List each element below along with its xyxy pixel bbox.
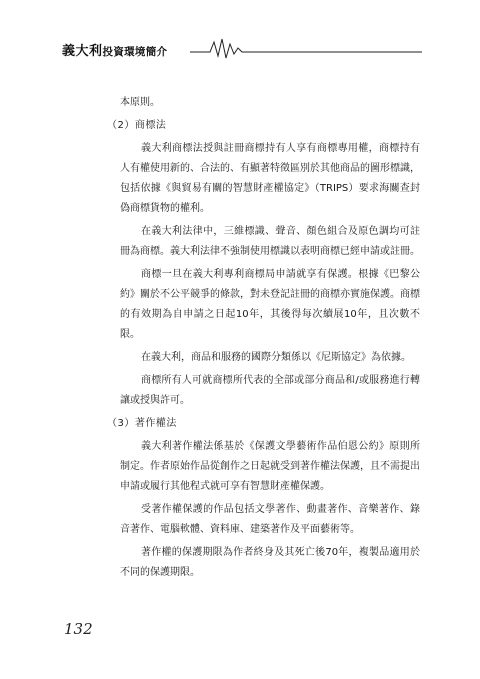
header-title-sub: 投資環境簡介 — [102, 46, 168, 58]
paragraph: 商標一旦在義大利專利商標局申請就享有保護。根據《巴黎公約》關於不公平競爭的條款，對未登記註冊的商標亦實施保護。商標的有效期為自申請之日起10年，其後得每次續展10年，且次數不限。 — [120, 269, 420, 340]
header-title-main: 義大利 — [62, 44, 103, 59]
paragraph: 義大利商標法授與註冊商標持有人享有商標專用權，商標持有人有權使用新的、合法的、有顯著特徵區別於其他商品的圖形標識，包括依據《與貿易有關的智慧財產權協定》（TRIPS）要求海關查封偽商標貨物的權利。 — [120, 143, 420, 214]
section-heading-trademark: （2）商標法 — [107, 120, 167, 131]
paragraph: 商標所有人可就商標所代表的全部或部分商品和/或服務進行轉讓或授與許可。 — [120, 375, 420, 406]
section-heading-copyright: （3）著作權法 — [107, 418, 177, 429]
running-header — [62, 30, 422, 70]
paragraph: 受著作權保護的作品包括文學著作、動畫著作、音樂著作、錄音著作、電腦軟體、資料庫、建築著作及平面藝術等。 — [120, 504, 420, 535]
heartbeat-line-icon — [190, 36, 422, 60]
header-title — [62, 40, 167, 59]
paragraph: 著作權的保護期限為作者終身及其死亡後70年，複製品適用於不同的保護期限。 — [120, 547, 420, 578]
body-text — [107, 93, 420, 583]
paragraph: 義大利著作權法係基於《保護文學藝術作品伯恩公約》原則所制定。作者原始作品從創作之日起就受到著作權法保護，且不需提出申請或履行其他程式就可享有智慧財產權保護。 — [120, 441, 420, 492]
page-number: 132 — [64, 620, 93, 638]
paragraph-continuation: 本原則。 — [120, 97, 160, 108]
paragraph: 在義大利，商品和服務的國際分類係以《尼斯協定》為依據。 — [141, 352, 411, 363]
paragraph: 在義大利法律中，三維標識、聲音、顏色組合及原色調均可註冊為商標。義大利法律不強制使用標識以表明商標已經申請或註冊。 — [120, 226, 420, 257]
